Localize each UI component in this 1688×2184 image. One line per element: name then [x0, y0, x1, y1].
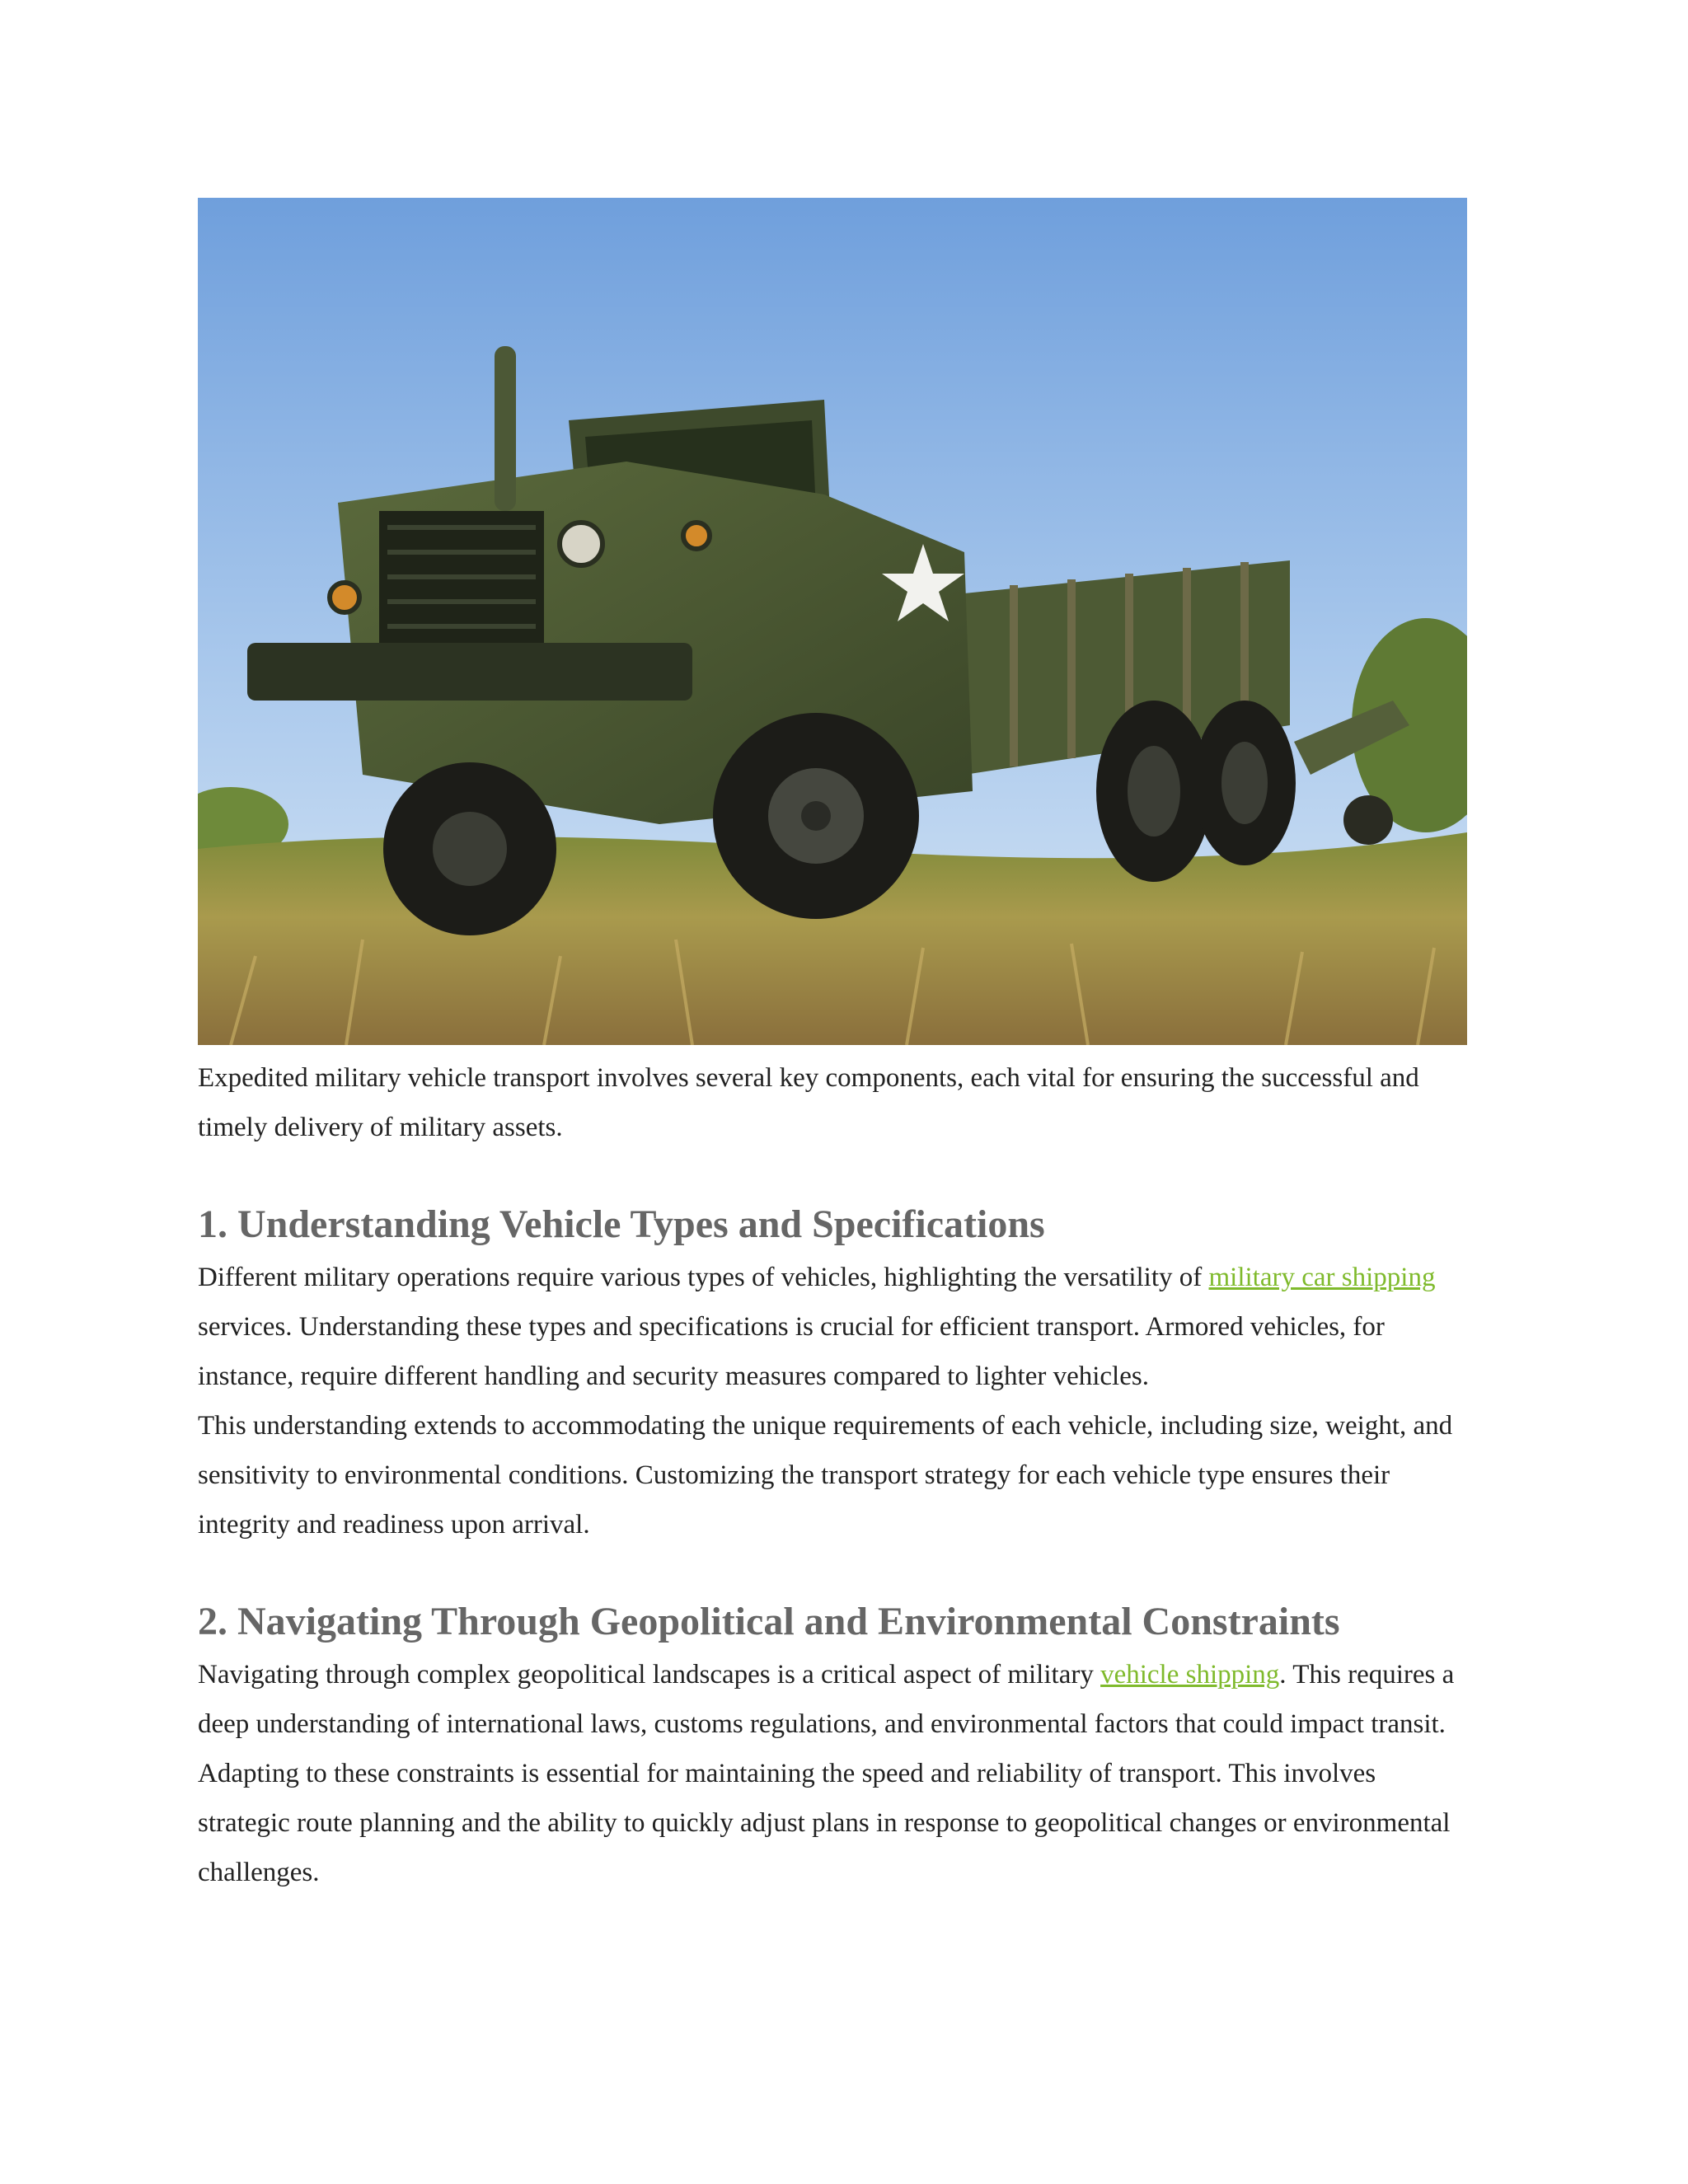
military-car-shipping-link[interactable]: military car shipping — [1208, 1263, 1436, 1292]
section-1-heading: 1. Understanding Vehicle Types and Specifications — [198, 1202, 1045, 1246]
truck-illustration — [198, 198, 1467, 1045]
vehicle-shipping-link[interactable]: vehicle shipping — [1100, 1660, 1280, 1690]
section-2-text-before-link: Navigating through complex geopolitical landscapes is a critical aspect of military — [198, 1660, 1101, 1690]
section-2-heading: 2. Navigating Through Geopolitical and Environmental Constraints — [198, 1600, 1340, 1643]
section-1-paragraph-1 — [198, 1253, 1467, 1401]
section-2-text-after-link: . This requires a deep understanding of international laws, customs regulations, and environmental factors that could impact transit. — [198, 1660, 1455, 1739]
military-truck-photo — [198, 198, 1467, 1045]
section-1-paragraph-2: This understanding extends to accommodating the unique requirements of each vehicle, including size, weight, and sensitivity to environmental conditions. Customizing the transport strategy for each vehicle type ensures their integrity and readiness upon arrival. — [198, 1411, 1453, 1540]
intro-paragraph: Expedited military vehicle transport involves several key components, each vital for ensuring the successful and timely delivery of military assets. — [198, 1063, 1419, 1142]
section-2-paragraph-2: Adapting to these constraints is essential for maintaining the speed and reliability of transport. This involves strategic route planning and the ability to quickly adjust plans in response to geopolitical changes or environmental challenges. — [198, 1759, 1451, 1887]
article — [198, 198, 1467, 1897]
section-1-text-before-link: Different military operations require various types of vehicles, highlighting the versatility of — [198, 1263, 1209, 1292]
section-2-paragraph-1 — [198, 1650, 1467, 1749]
section-1-text-after-link: services. Understanding these types and specifications is crucial for efficient transport. Armored vehicles, for instance, require different handling and security measures compared to lighter vehicles. — [198, 1312, 1385, 1391]
